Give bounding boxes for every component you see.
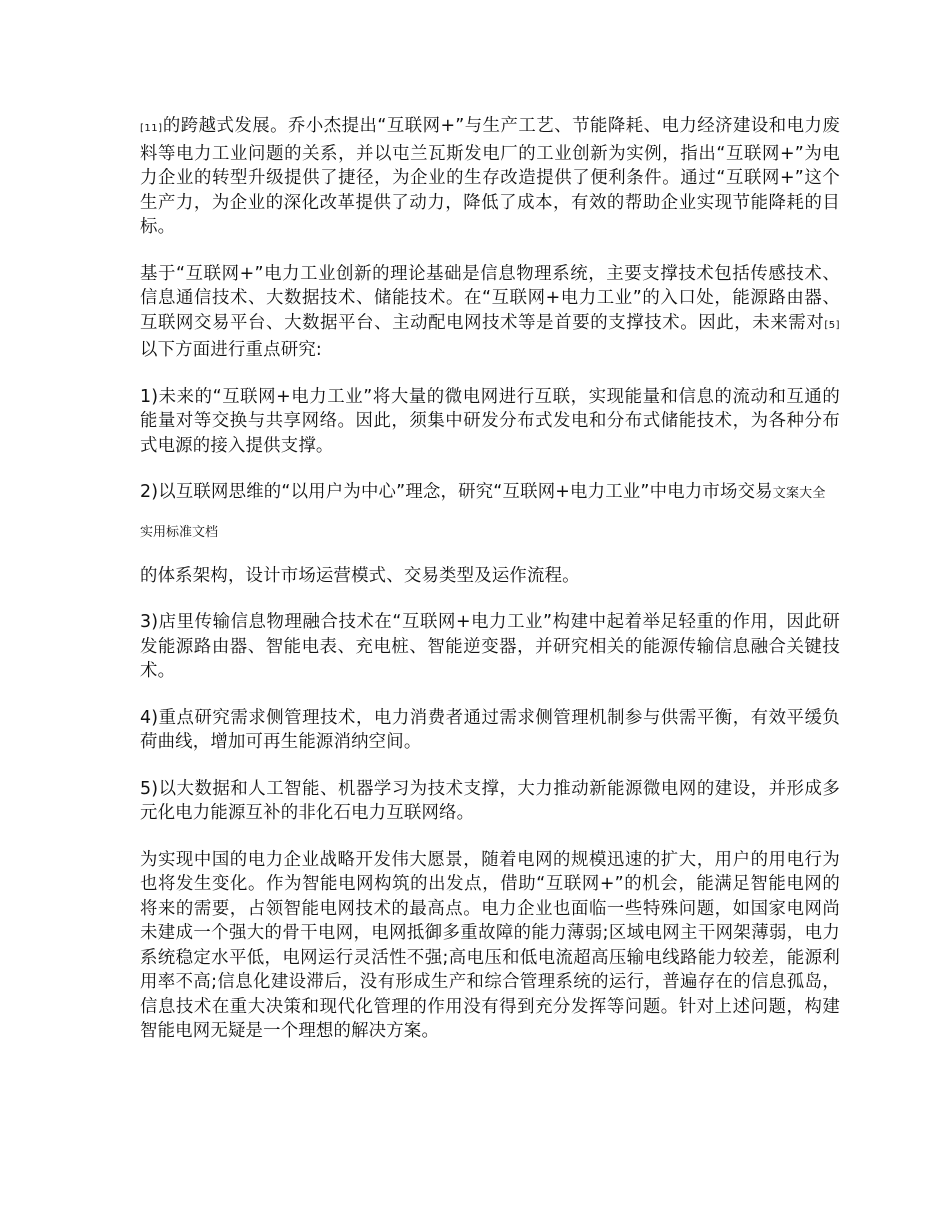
paragraph-5: 的体系架构，设计市场运营模式、交易类型及运作流程。: [140, 565, 580, 586]
paragraph-3: 1)未来的“互联网+电力工业”将大量的微电网进行互联，实现能量和信息的流动和互通的能量对等交换与共享网络。因此，须集中研发分布式发电和分布式储能技术，为各种分布式电源的接入提供支撑。: [140, 386, 840, 456]
watermark-text: 文案大全: [772, 486, 826, 501]
paragraph-text: 以下方面进行重点研究:: [140, 340, 322, 360]
page-label: 实用标准文档: [140, 524, 219, 540]
paragraph-text: 的跨越式发展。乔小杰提出“互联网+”与生产工艺、节能降耗、电力经济建设和电力废料等电力工业问题的关系，并以屯兰瓦斯发电厂的工业创新为实例，指出“互联网+”为电力企业的转型升级提供了捷径，为企业的生存改造提供了便利条件。通过“互联网+”这个生产力，为企业的深化改革提供了动力，降低了成本，有效的帮助企业实现节能降耗的目标。: [140, 116, 840, 237]
paragraph-2: [140, 262, 840, 363]
citation-ref: [5]: [824, 319, 840, 331]
paragraph-9: 为实现中国的电力企业战略开发伟大愿景，随着电网的规模迅速的扩大，用户的用电行为也将发生变化。作为智能电网构筑的出发点，借助“互联网+”的机会，能满足智能电网的将来的需要，占领智能电网技术的最高点。电力企业也面临一些特殊问题，如国家电网尚未建成一个强大的骨干电网，电网抵御多重故障的能力薄弱;区域电网主干网架薄弱，电力系统稳定水平低，电网运行灵活性不强;高电压和低电流超高压输电线路能力较差，能源利用率不高;信息化建设滞后，没有形成生产和综合管理系统的运行，普遍存在的信息孤岛，信息技术在重大决策和现代化管理的作用没有得到充分发挥等问题。针对上述问题，构建智能电网无疑是一个理想的解决方案。: [140, 849, 840, 1041]
paragraph-8: 5)以大数据和人工智能、机器学习为技术支撑，大力推动新能源微电网的建设，并形成多元化电力能源互补的非化石电力互联网络。: [140, 778, 840, 823]
paragraph-text: 基于“互联网+”电力工业创新的理论基础是信息物理系统，主要支撑技术包括传感技术、信息通信技术、大数据技术、储能技术。在“互联网+电力工业”的入口处，能源路由器、互联网交易平台、大数据平台、主动配电网技术等是首要的支撑技术。因此，未来需对: [140, 263, 840, 333]
citation-ref: [11]: [140, 123, 163, 134]
document-page: [140, 114, 840, 1066]
paragraph-1: [140, 114, 840, 240]
paragraph-4: [140, 480, 840, 507]
paragraph-7: 4)重点研究需求侧管理技术，电力消费者通过需求侧管理机制参与供需平衡，有效平缓负荷曲线，增加可再生能源消纳空间。: [140, 707, 840, 752]
paragraph-6: 3)店里传输信息物理融合技术在“互联网+电力工业”构建中起着举足轻重的作用，因此研发能源路由器、智能电表、充电桩、智能逆变器，并研究相关的能源传输信息融合关键技术。: [140, 612, 840, 681]
paragraph-text: 2)以互联网思维的“以用户为中心”理念，研究“互联网+电力工业”中电力市场交易: [140, 482, 773, 502]
